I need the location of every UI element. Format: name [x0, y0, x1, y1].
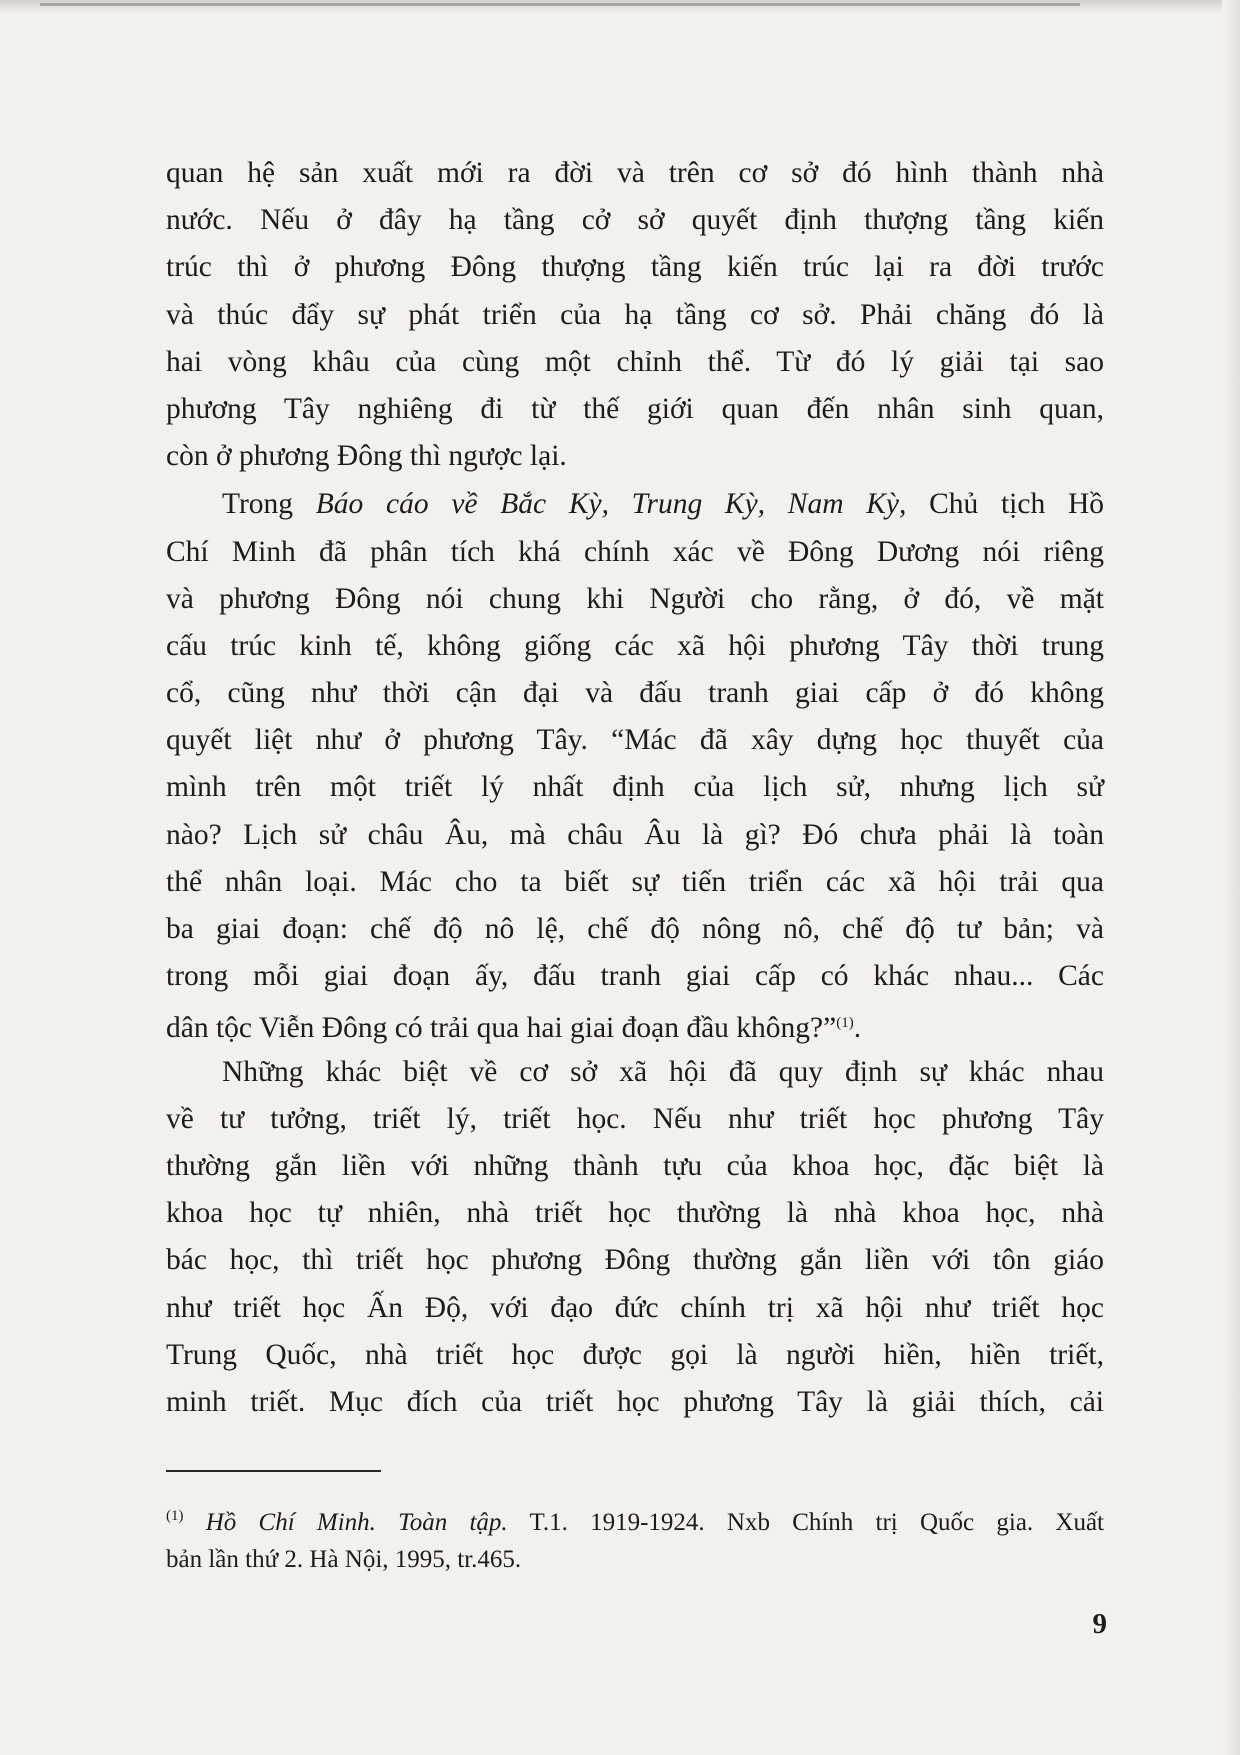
text-line: nào? Lịch sử châu Âu, mà châu Âu là gì? Đó chưa phải là toàn: [166, 818, 1104, 851]
text-line: khoa học tự nhiên, nhà triết học thường là nhà khoa học, nhà: [166, 1197, 1104, 1230]
text-line: ba giai đoạn: chế độ nô lệ, chế độ nông nô, chế độ tư bản; và: [166, 913, 1104, 945]
text-fragment: .: [853, 1012, 862, 1045]
text-line: phương Tây nghiêng đi từ thế giới quan đến nhân sinh quan,: [166, 392, 1104, 425]
text-line: minh triết. Mục đích của triết học phương Tây là giải thích, cải: [166, 1385, 1104, 1418]
footnote-source-title: Hồ Chí Minh. Toàn tập.: [205, 1509, 508, 1536]
footnote-text: T.1. 1919-1924. Nxb Chính trị Quốc gia. Xuất: [507, 1509, 1104, 1536]
text-line: cổ, cũng như thời cận đại và đấu tranh giai cấp ở đó không: [166, 677, 1104, 710]
footnote-reference: (1): [836, 1015, 854, 1032]
body-text: [166, 150, 1104, 1427]
text-line: cấu trúc kinh tế, không giống các xã hội phương Tây thời trung: [166, 629, 1104, 662]
text-line: mình trên một triết lý nhất định của lịch sử, nhưng lịch sử: [166, 771, 1104, 804]
text-line: Trung Quốc, nhà triết học được gọi là người hiền, hiền triết,: [166, 1338, 1104, 1371]
text-line: hai vòng khâu của cùng một chỉnh thể. Từ đó lý giải tại sao: [166, 345, 1104, 378]
text-line: còn ở phương Đông thì ngược lại.: [166, 440, 567, 473]
text-line: Những khác biệt về cơ sở xã hội đã quy định sự khác nhau: [222, 1055, 1104, 1088]
scan-top-line: [40, 3, 1080, 6]
text-line: quyết liệt như ở phương Tây. “Mác đã xây dựng học thuyết của: [166, 724, 1104, 757]
text-line: thường gắn liền với những thành tựu của khoa học, đặc biệt là: [166, 1149, 1104, 1182]
paragraph-2: [166, 481, 1104, 1047]
paragraph-1: [166, 150, 1104, 480]
page-number: 9: [1092, 1608, 1107, 1640]
text-line: Chí Minh đã phân tích khá chính xác về Đông Dương nói riêng: [166, 535, 1104, 568]
text-line: thể nhân loại. Mác cho ta biết sự tiến triển các xã hội trải qua: [166, 865, 1104, 898]
italic-title: Báo cáo về Bắc Kỳ, Trung Kỳ, Nam Kỳ,: [315, 488, 907, 521]
text-line: [166, 1000, 1104, 1047]
text-line: [166, 481, 1104, 528]
text-line: trúc thì ở phương Đông thượng tầng kiến trúc lại ra đời trước: [166, 251, 1104, 284]
text-fragment: Trong: [222, 488, 316, 521]
text-fragment: Chủ tịch Hồ: [906, 488, 1104, 521]
text-fragment: dân tộc Viễn Đông có trải qua hai giai đoạn đầu không?”: [166, 1012, 837, 1045]
footnote-line: bản lần thứ 2. Hà Nội, 1995, tr.465.: [166, 1546, 522, 1573]
text-line: nước. Nếu ở đây hạ tầng cở sở quyết định thượng tầng kiến: [166, 204, 1104, 237]
text-line: và phương Đông nói chung khi Người cho rằng, ở đó, về mặt: [166, 582, 1104, 615]
text-line: về tư tưởng, triết lý, triết học. Nếu như triết học phương Tây: [166, 1102, 1104, 1135]
footnote: [166, 1494, 1104, 1582]
footnote-line: [166, 1494, 1104, 1538]
text-line: và thúc đẩy sự phát triển của hạ tầng cơ sở. Phải chăng đó là: [166, 298, 1104, 331]
text-line: như triết học Ấn Độ, với đạo đức chính trị xã hội như triết học: [166, 1291, 1104, 1324]
text-line: trong mỗi giai đoạn ấy, đấu tranh giai cấp có khác nhau... Các: [166, 960, 1104, 993]
scan-right-edge: [1222, 0, 1240, 1755]
footnote-mark: (1): [166, 1508, 184, 1524]
text-line: bác học, thì triết học phương Đông thường gắn liền với tôn giáo: [166, 1244, 1104, 1277]
paragraph-3: [166, 1049, 1104, 1427]
text-line: quan hệ sản xuất mới ra đời và trên cơ sở đó hình thành nhà: [166, 157, 1104, 189]
footnote-divider: [166, 1470, 381, 1472]
